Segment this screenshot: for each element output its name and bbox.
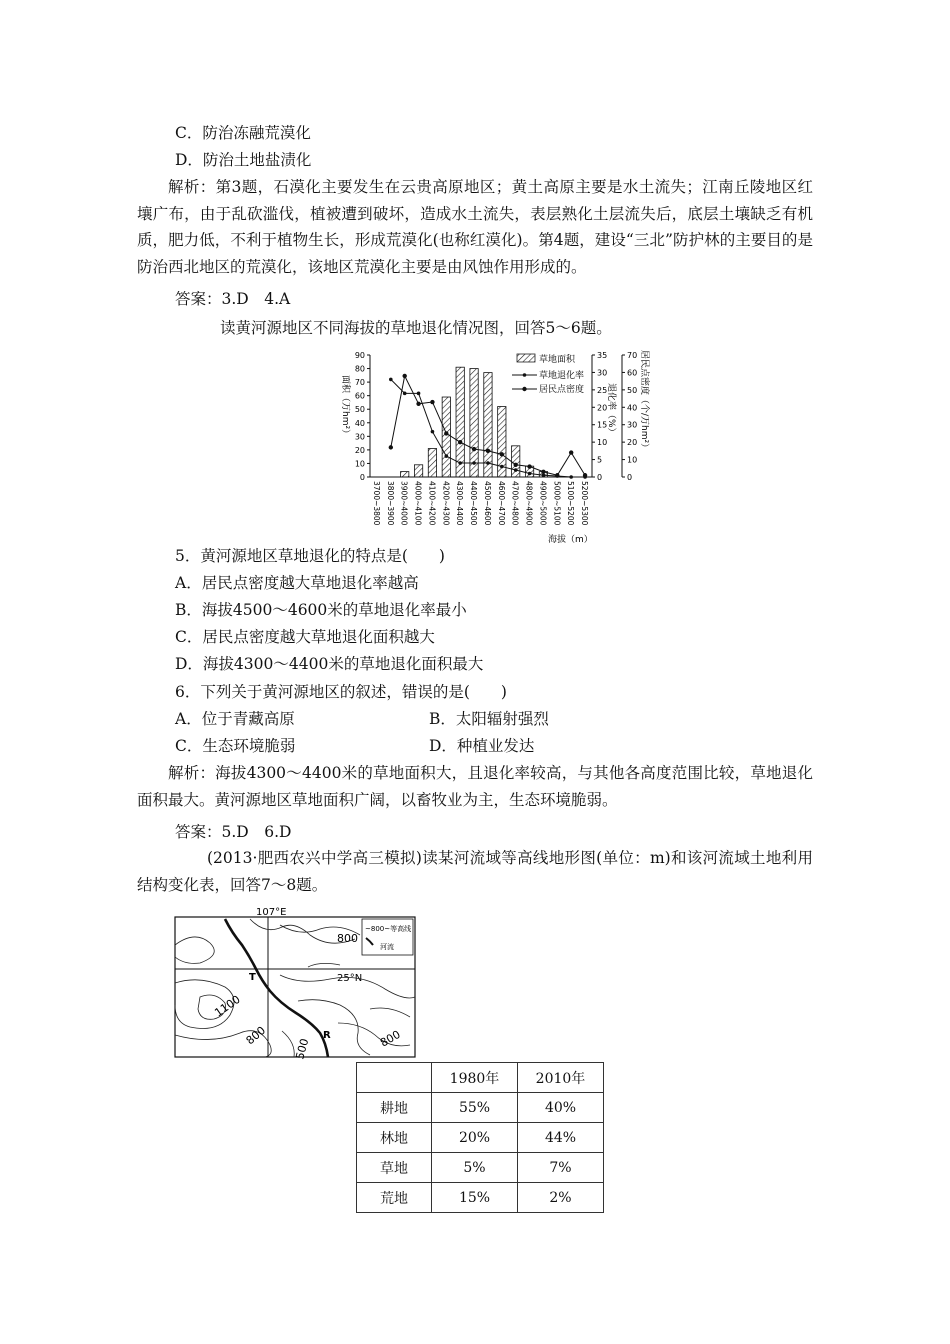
settlement-density-point (472, 447, 476, 451)
table-header-cell (357, 1063, 432, 1093)
table-cell: 20% (432, 1123, 518, 1153)
settlement-density-point (430, 400, 434, 404)
q5-option-b: B．海拔4500～4600米的草地退化率最小 (175, 601, 467, 619)
settlement-density-point (555, 473, 559, 477)
contour-label-1100: 1100 (212, 992, 243, 1020)
y2-tick-label: 5 (597, 455, 603, 465)
bar-4000~4100 (414, 465, 422, 477)
q6-stem: 6．下列关于黄河源地区的叙述，错误的是( ) (175, 683, 507, 701)
settlement-density-point (569, 450, 573, 454)
y2-tick-label: 0 (597, 473, 603, 482)
contour-label-800-b: 800 (243, 1023, 269, 1048)
degradation-rate-point (472, 461, 476, 465)
degradation-rate-point (403, 392, 407, 396)
q6-option-a: A．位于青藏高原 (175, 710, 295, 728)
contour-label-500: 500 (293, 1037, 312, 1061)
y3-tick-label: 40 (627, 403, 638, 413)
answer-line: 答案：3.D 4.A (175, 290, 291, 308)
table-cell: 草地 (357, 1153, 432, 1183)
q5-option-d: D．海拔4300～4400米的草地退化面积最大 (175, 655, 484, 673)
x-tick-label: 3800~3900 (385, 481, 395, 526)
y-tick-label: 50 (354, 405, 365, 415)
option-d: D．防治土地盐渍化 (175, 151, 312, 169)
degradation-rate-point (417, 392, 421, 396)
x-tick-label: 5100~5200 (566, 481, 576, 526)
degradation-rate-point (445, 454, 449, 458)
y-tick-label: 0 (359, 473, 365, 482)
degradation-rate-point (542, 473, 546, 477)
grassland-chart (330, 345, 660, 550)
settlement-density-point (513, 463, 517, 467)
y3-tick-label: 0 (627, 473, 633, 482)
q5-option-c: C．居民点密度越大草地退化面积越大 (175, 628, 435, 646)
y2-tick-label: 25 (597, 385, 608, 395)
x-tick-label: 4400~4500 (469, 481, 479, 526)
table-cell: 5% (432, 1153, 518, 1183)
table-header-cell: 1980年 (432, 1063, 518, 1093)
intro-line: 读黄河源地区不同海拔的草地退化情况图，回答5～6题。 (220, 319, 612, 337)
x-tick-label: 4000~4100 (413, 481, 423, 526)
table-row (357, 1093, 604, 1123)
degradation-rate-point (458, 461, 462, 465)
legend-area: 草地面积 (539, 355, 576, 365)
legend-density: 居民点密度 (539, 385, 585, 395)
legend-contour: ~800~等高线 (365, 925, 412, 933)
degradation-rate-point (486, 461, 490, 465)
y2-tick-label: 20 (597, 403, 608, 413)
x-tick-label: 3700~3800 (371, 481, 381, 526)
land-use-table (356, 1062, 604, 1213)
x-tick-label: 3900~4000 (399, 481, 409, 526)
table-row (357, 1123, 604, 1153)
degradation-rate-point (500, 465, 504, 469)
y-axis-title: 面积（万hm²） (340, 375, 350, 439)
y2-tick-label: 30 (597, 368, 608, 378)
y-tick-label: 20 (354, 445, 365, 455)
q6-option-b: B．太阳辐射强烈 (429, 710, 549, 728)
x-axis-title: 海拔（m） (548, 535, 593, 545)
map-legend (362, 919, 413, 955)
analysis-paragraph: 解析：第3题，石漠化主要发生在云贵高原地区；黄土高原主要是水土流失；江南丘陵地区红壤广布，由于乱砍滥伐，植被遭到破坏，造成水土流失，表层熟化土层流失后，底层土壤缺乏有机质，肥力低，不利于植物生长，形成荒漠化(也称红漠化)。第4题，建设“三北”防护林的主要目的是防治西北地区的荒漠化，该地区荒漠化主要是由风蚀作用形成的。 (137, 178, 813, 276)
settlement-density-point (416, 402, 420, 406)
x-tick-label: 5200~5300 (580, 481, 590, 526)
settlement-density-point (541, 470, 545, 474)
bar-3900~4000 (401, 472, 409, 477)
q5-stem: 5．黄河源地区草地退化的特点是( ) (175, 547, 445, 565)
point-t: T (249, 972, 256, 983)
contour-label-800-c: 800 (378, 1027, 403, 1050)
option-c: C．防治冻融荒漠化 (175, 124, 311, 142)
y3-tick-label: 70 (627, 351, 638, 360)
settlement-density-point (402, 374, 406, 378)
y3-tick-label: 10 (627, 455, 638, 465)
answer2-line: 答案：5.D 6.D (175, 823, 292, 841)
settlement-density-point (486, 449, 490, 453)
x-tick-label: 4300~4400 (455, 481, 465, 526)
q6-option-d: D．种植业发达 (429, 737, 535, 755)
table-cell: 2% (518, 1183, 604, 1213)
table-cell: 耕地 (357, 1093, 432, 1123)
x-tick-label: 5000~5100 (552, 481, 562, 526)
table-cell: 林地 (357, 1123, 432, 1153)
settlement-density-point (389, 445, 393, 449)
analysis2-paragraph: 解析：海拔4300～4400米的草地面积大，且退化率较高，与其他各高度范围比较，草地退化面积最大。黄河源地区草地面积广阔，以畜牧业为主，生态环境脆弱。 (137, 764, 813, 809)
x-tick-label: 4200~4300 (441, 481, 451, 526)
legend-river: 河流 (380, 943, 394, 951)
settlement-density-point (583, 473, 587, 477)
y-tick-label: 30 (354, 432, 365, 442)
y2-tick-label: 35 (597, 351, 608, 360)
contour-map (170, 905, 420, 1065)
degradation-rate-point (514, 468, 518, 472)
y-tick-label: 80 (354, 364, 365, 374)
longitude-label: 107°E (256, 907, 287, 918)
y-tick-label: 40 (354, 418, 365, 428)
table-cell: 15% (432, 1183, 518, 1213)
x-tick-label: 4500~4600 (482, 481, 492, 526)
x-tick-label: 4900~5000 (538, 481, 548, 526)
y2-axis-title: 退化率（%） (606, 383, 616, 437)
y3-tick-label: 30 (627, 420, 638, 430)
table-row (357, 1183, 604, 1213)
y3-axis-title: 居民点密度（个/万hm²） (639, 350, 649, 453)
y2-tick-label: 15 (597, 420, 608, 430)
bar-4200~4300 (442, 397, 450, 477)
chart-legend (512, 353, 584, 395)
y3-tick-label: 50 (627, 385, 638, 395)
y2-tick-label: 10 (597, 438, 608, 448)
latitude-label: 25°N (337, 973, 363, 984)
settlement-density-point (444, 431, 448, 435)
table-cell: 44% (518, 1123, 604, 1153)
settlement-density-point (458, 440, 462, 444)
bar-4100~4200 (428, 449, 436, 477)
y-tick-label: 70 (354, 378, 365, 388)
table-cell: 7% (518, 1153, 604, 1183)
y-tick-label: 10 (354, 459, 365, 469)
bar-4700~4800 (512, 446, 520, 477)
settlement-density-point (500, 452, 504, 456)
degradation-rate-point (569, 475, 573, 479)
table-header-cell: 2010年 (518, 1063, 604, 1093)
y-tick-label: 60 (354, 391, 365, 401)
q6-option-c: C．生态环境脆弱 (175, 737, 296, 755)
table-cell: 荒地 (357, 1183, 432, 1213)
legend-rate: 草地退化率 (539, 371, 585, 381)
x-tick-label: 4600~4700 (496, 481, 506, 526)
bar-4300~4400 (456, 367, 464, 477)
table-cell: 40% (518, 1093, 604, 1123)
contour-label-800-a: 800 (337, 932, 358, 945)
y-tick-label: 90 (354, 351, 365, 360)
table-header-row (357, 1063, 604, 1093)
x-tick-label: 4700~4800 (510, 481, 520, 526)
degradation-rate-point (528, 472, 532, 476)
q5-option-a: A．居民点密度越大草地退化率越高 (175, 574, 419, 592)
intro3-paragraph: (2013·肥西农兴中学高三模拟)读某河流域等高线地形图(单位：m)和该河流域土地利用结构变化表，回答7～8题。 (137, 849, 813, 894)
river (225, 919, 328, 1057)
bar-4400~4500 (470, 369, 478, 477)
y3-tick-label: 60 (627, 368, 638, 378)
y3-tick-label: 20 (627, 438, 638, 448)
point-r: R (323, 1030, 331, 1041)
table-cell: 55% (432, 1093, 518, 1123)
degradation-rate-point (431, 430, 435, 434)
x-tick-label: 4100~4200 (427, 481, 437, 526)
settlement-density-point (527, 464, 531, 468)
degradation-rate-point (389, 378, 393, 382)
x-tick-label: 4800~4900 (524, 481, 534, 526)
table-row (357, 1153, 604, 1183)
